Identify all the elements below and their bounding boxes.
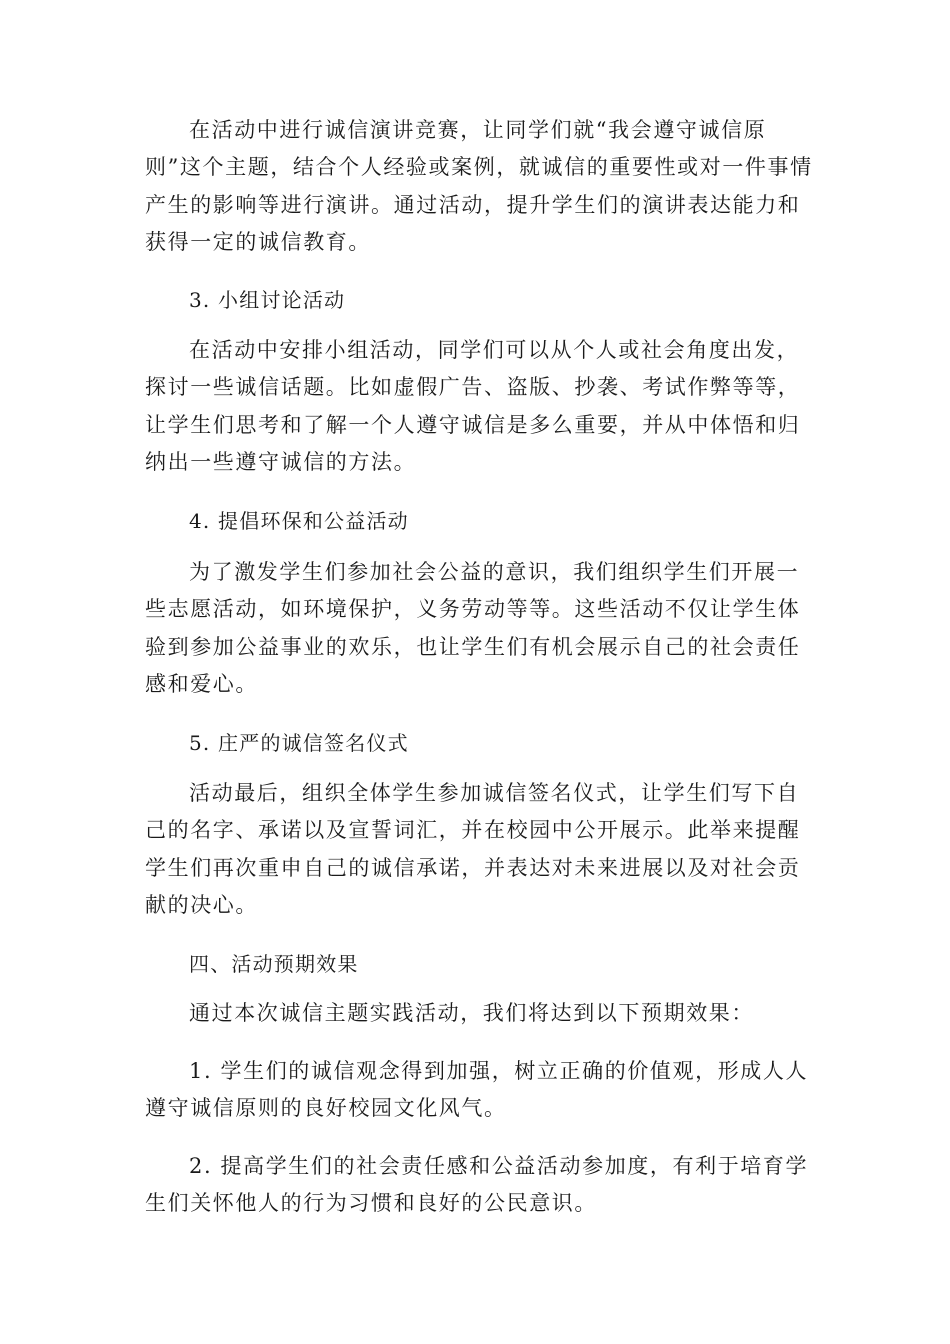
paragraph-environment-charity: 为了激发学生们参加社会公益的意识，我们组织学生们开展一些志愿活动，如环境保护，义务劳动等等。这些活动不仅让学生体验到参加公益事业的欢乐，也让学生们有机会展示自己的社会责任感和爱心。 <box>145 560 801 696</box>
paragraph-speech-contest: 在活动中进行诚信演讲竞赛，让同学们就“我会遵守诚信原则”这个主题，结合个人经验或案例，就诚信的重要性或对一件事情产生的影响等进行演讲。通过活动，提升学生们的演讲表达能力和获得一定的诚信教育。 <box>145 118 813 254</box>
paragraph-signing-ceremony: 活动最后，组织全体学生参加诚信签名仪式，让学生们写下自己的名字、承诺以及宣誓词汇，并在校园中公开展示。此举来提醒学生们再次重申自己的诚信承诺，并表达对未来进展以及对社会贡献的决心。 <box>145 781 801 917</box>
heading-environment-charity: 4. 提倡环保和公益活动 <box>189 509 409 533</box>
paragraph-effect-2: 2. 提高学生们的社会责任感和公益活动参加度，有利于培育学生们关怀他人的行为习惯和良好的公民意识。 <box>145 1154 809 1216</box>
heading-signing-ceremony: 5. 庄严的诚信签名仪式 <box>189 731 409 755</box>
heading-expected-effects: 四、活动预期效果 <box>189 952 359 976</box>
paragraph-expected-intro: 通过本次诚信主题实践活动，我们将达到以下预期效果： <box>189 1001 754 1025</box>
paragraph-effect-1: 1. 学生们的诚信观念得到加强，树立正确的价值观，形成人人遵守诚信原则的良好校园文化风气。 <box>145 1059 809 1121</box>
paragraph-group-discussion: 在活动中安排小组活动，同学们可以从个人或社会角度出发，探讨一些诚信话题。比如虚假广告、盗版、抄袭、考试作弊等等，让学生们思考和了解一个人遵守诚信是多么重要，并从中体悟和归纳出一些遵守诚信的方法。 <box>145 338 801 474</box>
heading-group-discussion: 3. 小组讨论活动 <box>189 288 346 312</box>
